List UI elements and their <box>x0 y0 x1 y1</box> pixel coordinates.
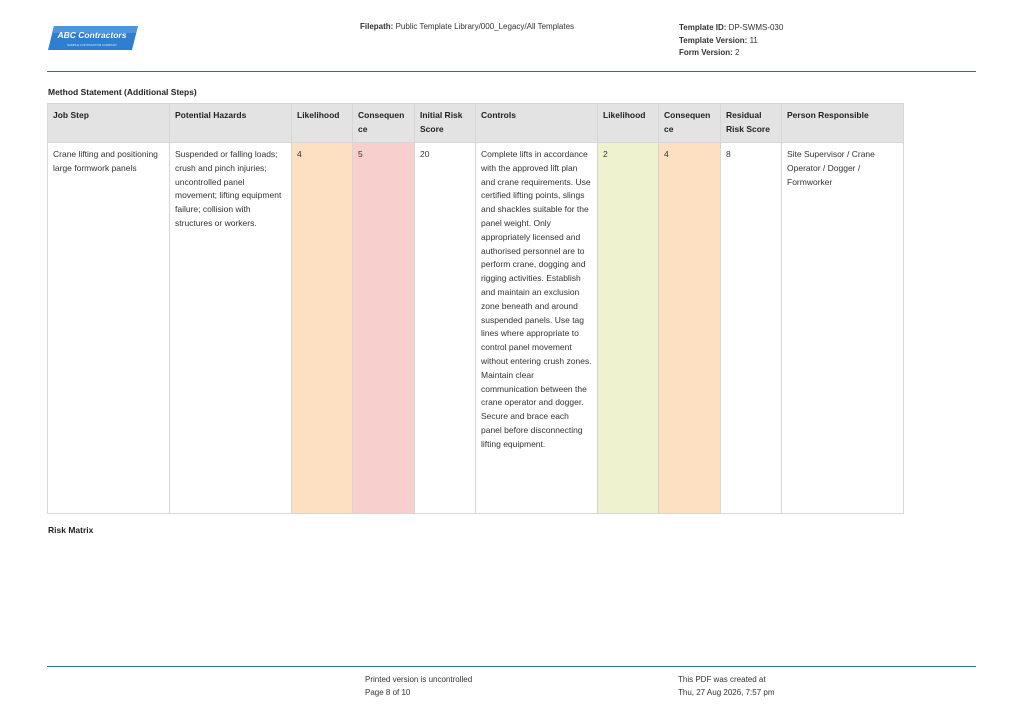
header-divider <box>47 71 976 72</box>
cell-residual-risk: 8 <box>721 143 782 514</box>
template-id-value: DP-SWMS-030 <box>728 23 784 32</box>
template-id-label: Template ID: <box>679 23 727 32</box>
logo-subtext: SAMPLE CONTRACTOR COMPANY <box>67 43 117 47</box>
method-statement-title: Method Statement (Additional Steps) <box>48 87 197 97</box>
footer-divider <box>47 666 976 667</box>
footer-center <box>365 674 472 699</box>
table-header-row <box>48 104 904 143</box>
created-timestamp: Thu, 27 Aug 2026, 7:57 pm <box>678 687 775 697</box>
cell-controls: Complete lifts in accordance with the approved lift plan and crane requirements. Use certified lifting points, slings and shackles suitable for the panel weight. Only appropriately licensed and authorised personnel are to perform crane, dogging and rigging activities. Establish and maintain an exclusion zone beneath and around suspended panels. Use tag lines where appropriate to control panel movement without entering crush zones. Maintain clear communication between the crane operator and dogger. Secure and brace each panel before disconnecting lifting equipment. <box>476 143 598 514</box>
template-version-label: Template Version: <box>679 35 748 45</box>
cell-person-responsible: Site Supervisor / Crane Operator / Dogger / Formworker <box>782 143 904 514</box>
cell-hazards: Suspended or falling loads; crush and pinch injuries; uncontrolled panel movement; lifting equipment failure; collision with structures or workers. <box>170 143 292 514</box>
created-label: This PDF was created at <box>678 675 766 684</box>
cell-residual-likelihood: 2 <box>598 143 659 514</box>
cell-consequence: 5 <box>353 143 415 514</box>
page-number: Page 8 of 10 <box>365 687 411 697</box>
col-residual-risk-score: Residual Risk Score <box>721 104 782 143</box>
cell-initial-risk: 20 <box>415 143 476 514</box>
col-job-step: Job Step <box>48 104 170 143</box>
col-likelihood: Likelihood <box>292 104 353 143</box>
company-logo <box>48 26 138 50</box>
template-meta <box>679 22 783 60</box>
col-residual-consequence: Consequen ce <box>659 104 721 143</box>
cell-job-step: Crane lifting and positioning large formwork panels <box>48 143 170 514</box>
logo-text: ABC Contractors <box>57 30 127 40</box>
cell-likelihood: 4 <box>292 143 353 514</box>
filepath-value: Public Template Library/000_Legacy/All Templates <box>395 22 575 31</box>
filepath <box>360 22 574 31</box>
col-controls: Controls <box>476 104 598 143</box>
cell-residual-consequence: 4 <box>659 143 721 514</box>
col-consequence: Consequen ce <box>353 104 415 143</box>
filepath-label: Filepath: <box>360 22 394 31</box>
risk-matrix-title: Risk Matrix <box>48 525 94 535</box>
method-statement-table <box>47 103 904 514</box>
uncontrolled-notice: Printed version is uncontrolled <box>365 675 473 684</box>
form-version-label: Form Version: <box>679 48 733 57</box>
form-version-value: 2 <box>735 48 740 57</box>
col-residual-likelihood: Likelihood <box>598 104 659 143</box>
col-person-responsible: Person Responsible <box>782 104 904 143</box>
footer-right <box>678 674 775 699</box>
table-row <box>48 143 904 514</box>
col-potential-hazards: Potential Hazards <box>170 104 292 143</box>
template-version-value: 11 <box>749 35 758 45</box>
col-initial-risk-score: Initial Risk Score <box>415 104 476 143</box>
